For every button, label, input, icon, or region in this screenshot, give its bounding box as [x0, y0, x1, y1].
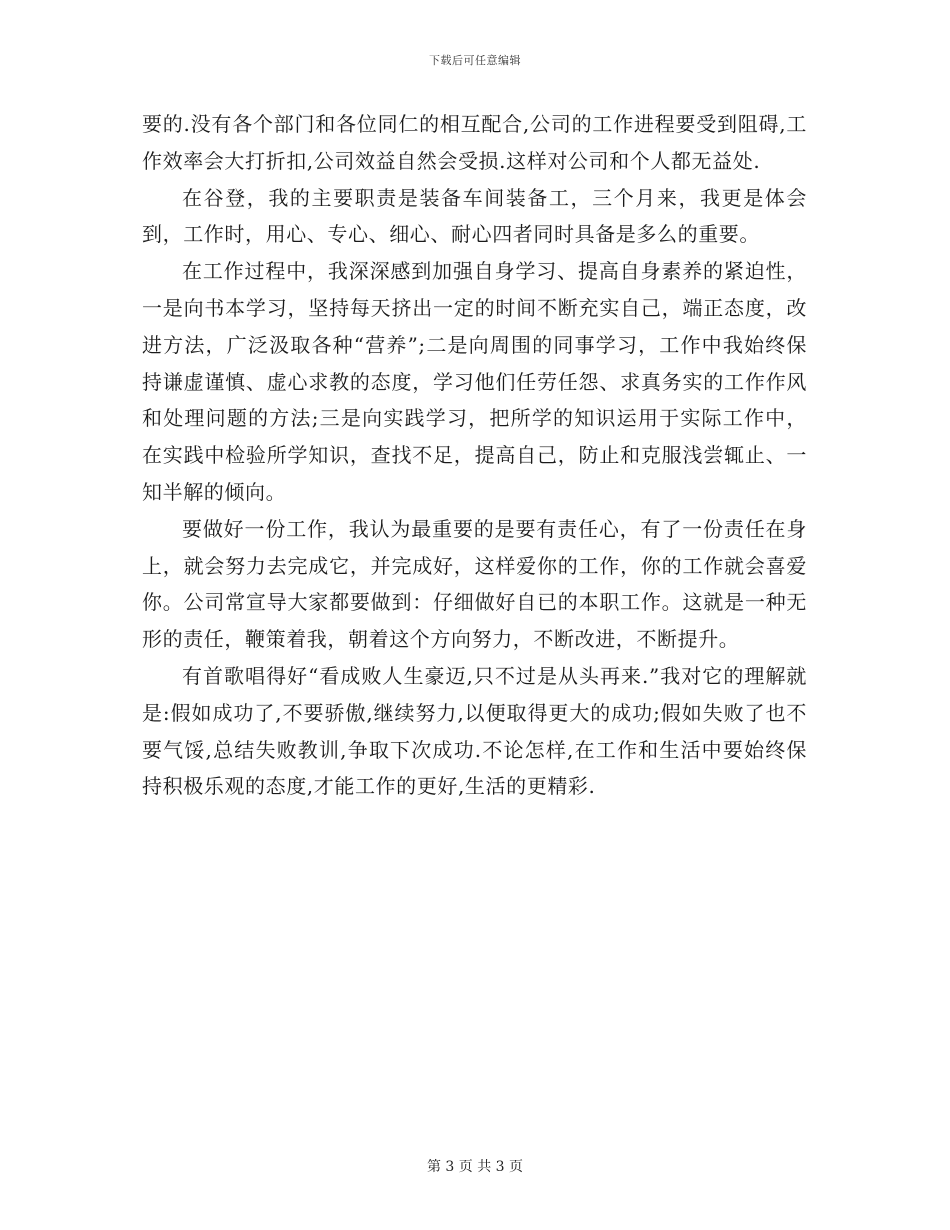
page-header: 下载后可任意编辑	[429, 54, 521, 67]
paragraph-self-study: 在工作过程中，我深深感到加强自身学习、提高自身素养的紧迫性，一是向书本学习，坚持每天挤出一定的时间不断充实自己，端正态度，改进方法，广泛汲取各种“营养”;二是向周围的同事学习，工作中我始终保持谦虚谨慎、虚心求教的态度，学习他们任劳任怨、求真务实的工作作风和处理问题的方法;三是向实践学习，把所学的知识运用于实际工作中，在实践中检验所学知识，查找不足，提高自己，防止和克服浅尝辄止、一知半解的倾向。	[142, 259, 807, 504]
document-body	[142, 106, 807, 805]
paragraph-continuation: 要的.没有各个部门和各位同仁的相互配合,公司的工作进程要受到阻碍,工作效率会大打折扣,公司效益自然会受损.这样对公司和个人都无益处.	[142, 112, 807, 173]
paragraph-main-duty: 在谷登，我的主要职责是装备车间装备工，三个月来，我更是体会到，工作时，用心、专心、细心、耐心四者同时具备是多么的重要。	[142, 185, 807, 247]
paragraph-responsibility: 要做好一份工作，我认为最重要的是要有责任心，有了一份责任在身上，就会努力去完成它，并完成好，这样爱你的工作，你的工作就会喜爱你。公司常宣导大家都要做到：仔细做好自已的本职工作。这就是一种无形的责任，鞭策着我，朝着这个方向努力，不断改进，不断提升。	[142, 516, 807, 652]
page-number-footer: 第 3 页 共 3 页	[426, 1159, 524, 1175]
paragraph-song-reflection: 有首歌唱得好“看成败人生豪迈,只不过是从头再来.”我对它的理解就是:假如成功了,不要骄傲,继续努力,以便取得更大的成功;假如失败了也不要气馁,总结失败教训,争取下次成功.不论怎样,在工作和生活中要始终保持积极乐观的态度,才能工作的更好,生活的更精彩.	[142, 663, 807, 799]
